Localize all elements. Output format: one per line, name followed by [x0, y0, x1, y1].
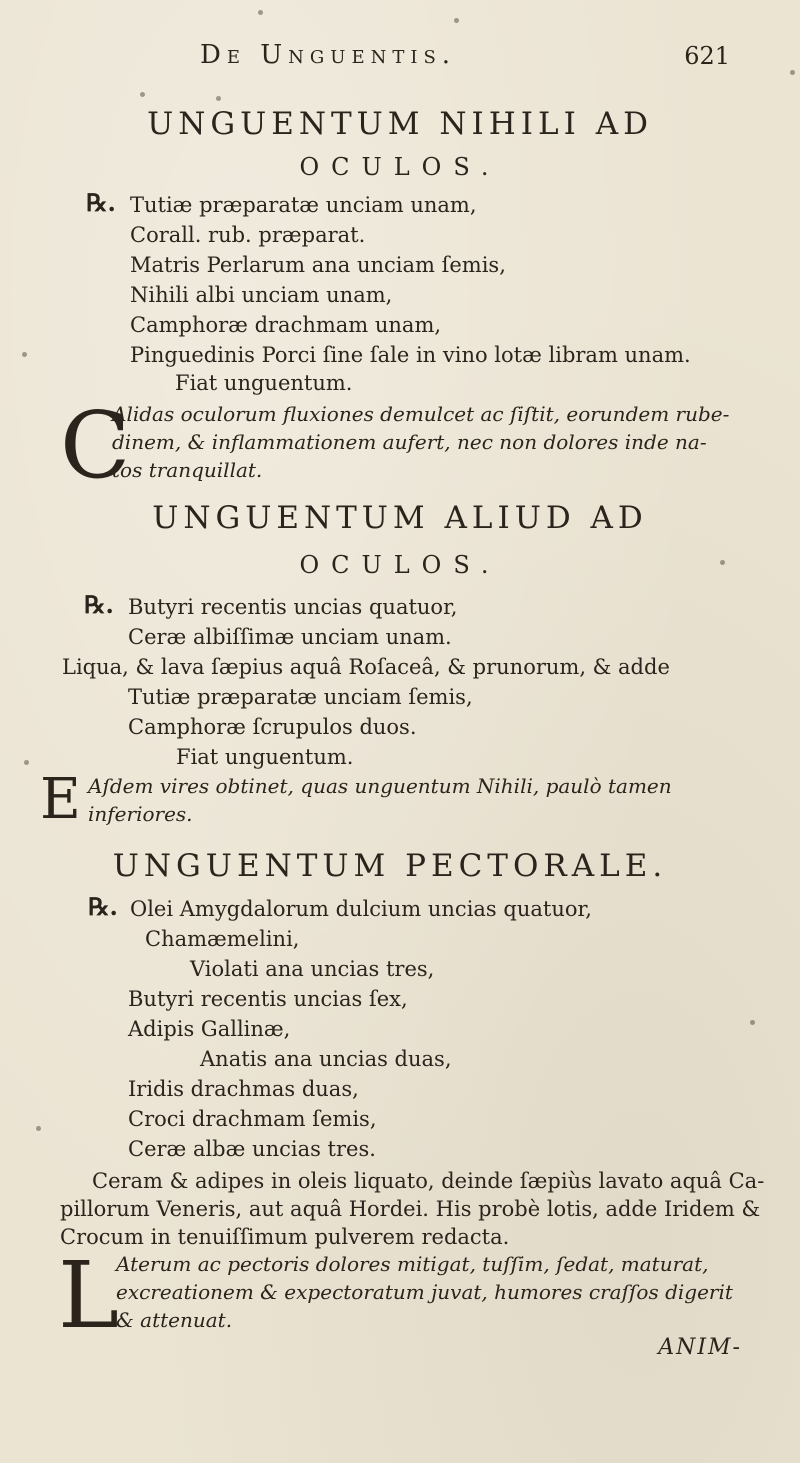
recipe-symbol: ℞.: [86, 188, 116, 217]
section-heading-1: [0, 104, 800, 144]
recipe-line: Adipis Gallinæ,: [128, 1017, 291, 1041]
paper-speck: [258, 10, 263, 15]
paper-speck: [790, 70, 795, 75]
prose-line: pillorum Veneris, aut aquâ Hordei. His probè lotis, adde Iridem &: [60, 1197, 761, 1221]
recipe-line: Fiat unguentum.: [175, 371, 353, 395]
section-heading-3: [0, 846, 790, 886]
drop-cap: L: [58, 1242, 120, 1349]
commentary-line: Aterum ac pectoris dolores mitigat, tuſſim, ſedat, maturat,: [116, 1252, 709, 1276]
recipe-line: Tutiæ præparatæ unciam ſemis,: [128, 685, 473, 709]
recipe-line: Chamæmelini,: [145, 927, 300, 951]
recipe-line: Corall. rub. præparat.: [130, 223, 366, 247]
commentary-line: dinem, & inflammationem aufert, nec non dolores inde na-: [112, 430, 707, 454]
recipe-line: Matris Perlarum ana unciam ſemis,: [130, 253, 506, 277]
paper-speck: [24, 760, 29, 765]
commentary-2: [40, 767, 760, 832]
recipe-line: Croci drachmam ſemis,: [128, 1107, 377, 1131]
commentary-line: Aſdem vires obtinet, quas unguentum Nihili, paulò tamen: [88, 774, 672, 798]
subheading: OCULOS.: [299, 551, 501, 579]
paper-speck: [140, 92, 145, 97]
recipe-line: Butyri recentis uncias ſex,: [128, 987, 408, 1011]
recipe-line: Camphoræ ſcrupulos duos.: [128, 715, 417, 739]
page-header: [200, 40, 760, 80]
recipe-line: Nihili albi unciam unam,: [130, 283, 393, 307]
recipe-line: Olei Amygdalorum dulcium uncias quatuor,: [130, 897, 592, 921]
recipe-line: Ceræ albiſſimæ unciam unam.: [128, 625, 452, 649]
recipe-line: Ceræ albæ uncias tres.: [128, 1137, 376, 1161]
commentary-1: [60, 392, 760, 499]
catchword: ANIM-: [658, 1335, 742, 1360]
section-subheading-1: [0, 150, 800, 184]
prose-line: Ceram & adipes in oleis liquato, deinde ſæpiùs lavato aquâ Ca-: [92, 1169, 765, 1193]
commentary-line: tos tranquillat.: [112, 458, 263, 482]
recipe-line: Iridis drachmas duas,: [128, 1077, 359, 1101]
commentary-line: & attenuat.: [116, 1308, 233, 1332]
recipe-symbol: ℞.: [84, 590, 114, 619]
recipe-line: Fiat unguentum.: [176, 745, 354, 769]
paper-speck: [720, 560, 725, 565]
recipe-line: Anatis ana uncias duas,: [200, 1047, 452, 1071]
paper-speck: [216, 96, 221, 101]
page-number: 621: [684, 42, 730, 70]
recipe-line: Camphoræ drachmam unam,: [130, 313, 442, 337]
drop-cap: C: [60, 392, 131, 499]
heading: UNGUENTUM ALIUD AD: [152, 500, 648, 536]
paper-speck: [36, 1126, 41, 1131]
recipe-line: Pinguedinis Porci ſine ſale in vino lotæ libram unam.: [130, 343, 691, 367]
paper-speck: [750, 1020, 755, 1025]
drop-cap: E: [40, 767, 81, 832]
section-subheading-2: [0, 548, 800, 582]
subheading: OCULOS.: [299, 153, 501, 181]
commentary-line: inferiores.: [88, 802, 193, 826]
paper-speck: [22, 352, 27, 357]
recipe-line: Butyri recentis uncias quatuor,: [128, 595, 458, 619]
prose-line: Crocum in tenuiſſimum pulverem redacta.: [60, 1225, 510, 1249]
recipe-line: Violati ana uncias tres,: [190, 957, 435, 981]
paper-speck: [454, 18, 459, 23]
commentary-line: Alidas oculorum fluxiones demulcet ac ſiſtit, eorundem rube-: [112, 402, 730, 426]
heading: UNGUENTUM NIHILI AD: [147, 106, 653, 142]
running-title: De Unguentis.: [200, 40, 457, 70]
commentary-line: excreationem & expectoratum juvat, humores craſſos digerit: [116, 1280, 733, 1304]
heading: UNGUENTUM PECTORALE.: [112, 848, 668, 884]
section-heading-2: [0, 498, 800, 538]
recipe-symbol: ℞.: [88, 892, 118, 921]
recipe-line: Tutiæ præparatæ unciam unam,: [130, 193, 477, 217]
recipe-line: Liqua, & lava ſæpius aquâ Roſaceâ, & prunorum, & adde: [62, 655, 670, 679]
